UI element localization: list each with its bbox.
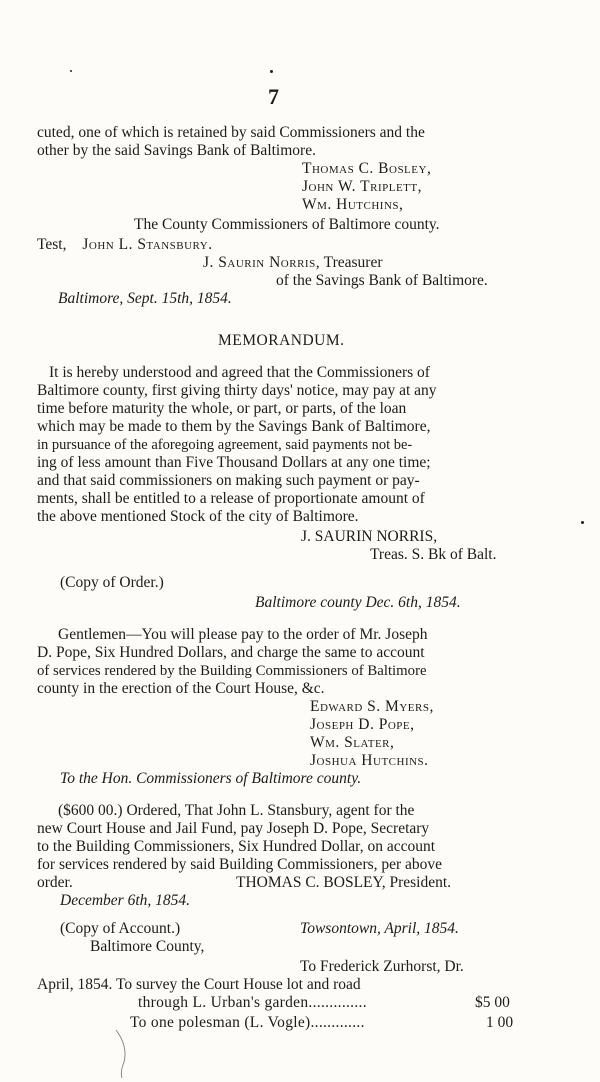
test-line bbox=[37, 236, 213, 254]
signatory: Wm. Slater, bbox=[310, 734, 395, 751]
order-line: Gentlemen—You will please pay to the order of Mr. Joseph bbox=[58, 626, 428, 643]
treasurer-line bbox=[203, 254, 383, 272]
account-line: To one polesman (L. Vogle)............. bbox=[130, 1014, 365, 1031]
date-line: December 6th, 1854. bbox=[60, 892, 190, 909]
memo-line: and that said commissioners on making such payment or pay- bbox=[37, 472, 420, 489]
account-amount: 1 00 bbox=[486, 1014, 514, 1031]
ink-speck bbox=[270, 70, 273, 73]
account-creditor: To Frederick Zurhorst, Dr. bbox=[300, 958, 464, 975]
ordered-signature: THOMAS C. BOSLEY, President. bbox=[236, 874, 452, 891]
signatory: Thomas C. Bosley, bbox=[302, 160, 432, 177]
ink-speck bbox=[581, 521, 584, 524]
memo-line: ments, shall be entitled to a release of proportionate amount of bbox=[37, 490, 425, 507]
memo-line: the above mentioned Stock of the city of Baltimore. bbox=[37, 508, 359, 525]
memo-line: It is hereby understood and agreed that the Commissioners of bbox=[49, 364, 430, 381]
signatory: John W. Triplett, bbox=[302, 178, 422, 195]
addressee-line: To the Hon. Commissioners of Baltimore county. bbox=[60, 770, 362, 787]
account-debtor: Baltimore County, bbox=[90, 938, 205, 955]
page-number: 7 bbox=[268, 84, 279, 109]
test-name: John L. Stansbury. bbox=[82, 236, 213, 253]
copy-order-label: (Copy of Order.) bbox=[60, 574, 164, 591]
text-line: other by the said Savings Bank of Baltimore. bbox=[37, 142, 316, 159]
memo-line: in pursuance of the aforegoing agreement, said payments not be- bbox=[37, 437, 413, 453]
signatory: Edward S. Myers, bbox=[310, 698, 434, 715]
ordered-line: ($600 00.) Ordered, That John L. Stansbury, agent for the bbox=[58, 802, 415, 819]
ordered-line: for services rendered by said Building Commissioners, per above bbox=[37, 856, 443, 873]
memo-line: Baltimore county, first giving thirty days' notice, may pay at any bbox=[37, 382, 437, 399]
account-amount: $5 00 bbox=[475, 994, 510, 1011]
order-line: of services rendered by the Building Commissioners of Baltimore bbox=[37, 663, 427, 679]
memo-line: ing of less amount than Five Thousand Dollars at any one time; bbox=[37, 454, 431, 471]
memo-line: which may be made to them by the Savings Bank of Baltimore, bbox=[37, 418, 431, 435]
memo-line: time before maturity the whole, or part, or parts, of the loan bbox=[37, 400, 407, 417]
memo-signature: J. SAURIN NORRIS, bbox=[301, 528, 438, 545]
ordered-line: to the Building Commissioners, Six Hundred Dollar, on account bbox=[37, 838, 436, 855]
account-line: through L. Urban's garden.............. bbox=[138, 994, 367, 1011]
text-line: cuted, one of which is retained by said Commissioners and the bbox=[37, 124, 425, 141]
signatory: Joshua Hutchins. bbox=[310, 752, 429, 769]
signatory-caption: The County Commissioners of Baltimore county. bbox=[134, 216, 440, 233]
copy-account-label: (Copy of Account.) bbox=[60, 920, 181, 937]
signatory: Joseph D. Pope, bbox=[310, 716, 415, 733]
test-label: Test, bbox=[37, 236, 67, 253]
account-line: April, 1854. To survey the Court House lot and road bbox=[37, 976, 361, 993]
memo-heading: MEMORANDUM. bbox=[218, 332, 345, 349]
memo-signature-title: Treas. S. Bk of Balt. bbox=[370, 546, 497, 563]
ordered-line: order. bbox=[37, 874, 73, 891]
ordered-line: new Court House and Jail Fund, pay Joseph D. Pope, Secretary bbox=[37, 820, 430, 837]
order-line: D. Pope, Six Hundred Dollars, and charge the same to account bbox=[37, 644, 425, 661]
treasurer-title: Treasurer bbox=[320, 254, 383, 271]
signatory: Wm. Hutchins, bbox=[302, 196, 404, 213]
ink-speck bbox=[70, 70, 72, 72]
date-line: Baltimore, Sept. 15th, 1854. bbox=[58, 290, 232, 307]
date-line: Towsontown, April, 1854. bbox=[300, 920, 459, 937]
date-line: Baltimore county Dec. 6th, 1854. bbox=[255, 594, 461, 611]
treasurer-name: J. Saurin Norris, bbox=[203, 254, 321, 271]
margin-stroke bbox=[112, 1028, 132, 1080]
order-line: county in the erection of the Court House, &c. bbox=[37, 680, 325, 697]
treasurer-of: of the Savings Bank of Baltimore. bbox=[276, 272, 488, 289]
